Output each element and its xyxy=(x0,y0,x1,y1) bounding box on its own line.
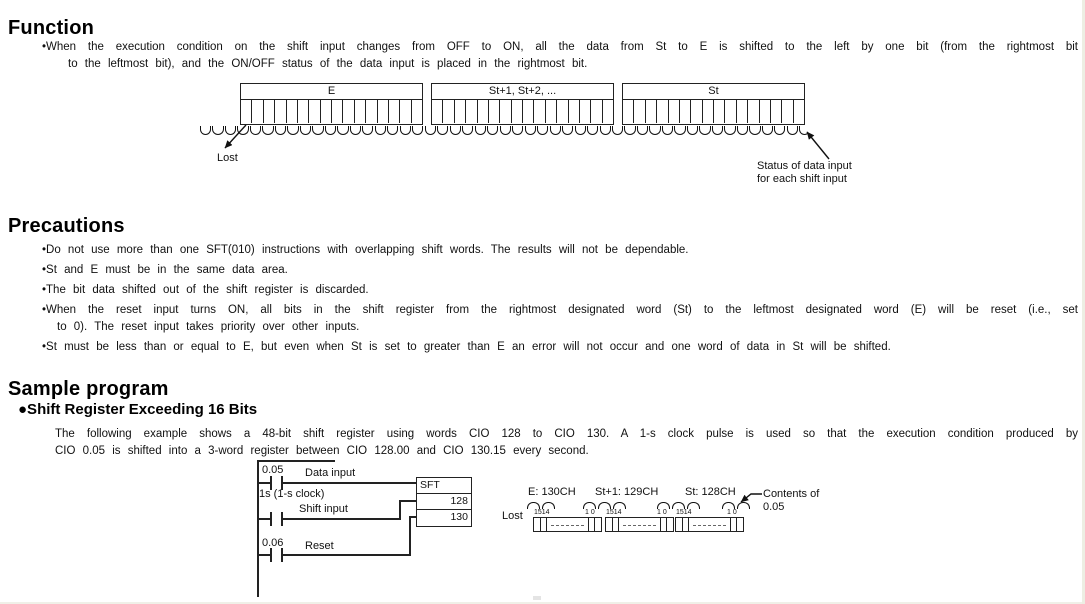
precaution-line: •St and E must be in the same data area. xyxy=(42,264,288,276)
contact-label: Shift input xyxy=(299,503,348,515)
shift-arc-icon xyxy=(542,502,555,509)
precautions-list xyxy=(42,242,1078,359)
word-label: E: 130CH xyxy=(528,486,576,498)
ladder-line xyxy=(283,518,401,520)
contact-bar xyxy=(270,512,272,526)
word-box-middle xyxy=(431,83,614,125)
contents-arrow-icon xyxy=(738,491,764,507)
status-label xyxy=(757,160,852,185)
word-box xyxy=(533,517,602,532)
bit-cell xyxy=(287,100,298,123)
shift-loop-icon xyxy=(262,126,273,135)
bit-cell xyxy=(523,100,534,123)
shift-loop-icon xyxy=(337,126,348,135)
lost-label: Lost xyxy=(502,510,523,522)
precaution-item xyxy=(42,242,1078,259)
shift-loop-icon xyxy=(350,126,361,135)
ladder-left-rail xyxy=(257,460,259,597)
bit-cell xyxy=(703,100,714,123)
shift-loop-icon xyxy=(712,126,723,135)
shift-loop-icon xyxy=(362,126,373,135)
sample-text-line: CIO 0.05 is shifted into a 3-word register between CIO 128.00 and CIO 130.15 every second. xyxy=(55,444,589,457)
shift-loop-icon xyxy=(300,126,311,135)
shift-arc-icon xyxy=(657,502,670,509)
shift-loop-icon xyxy=(662,126,673,135)
lost-arrow-icon xyxy=(215,123,251,153)
sample-subheading: ●Shift Register Exceeding 16 Bits xyxy=(18,401,258,418)
bit-number-high: 1514 xyxy=(606,509,622,516)
function-text-line: •When the execution condition on the shift input changes from OFF to ON, all the data from St to E is shifted to the left by one bit (from the rightmost bit xyxy=(42,41,1078,53)
shift-loop-icon xyxy=(500,126,511,135)
bit-cell xyxy=(580,100,591,123)
sft-mnemonic: SFT xyxy=(417,478,471,494)
bit-cell xyxy=(366,100,377,123)
bit-cell xyxy=(321,100,332,123)
ladder-line xyxy=(409,516,411,556)
shift-arc-icon xyxy=(583,502,596,509)
word-box-st xyxy=(622,83,805,125)
shift-loop-icon xyxy=(512,126,523,135)
shift-arc-icon xyxy=(598,502,611,509)
shift-loop-icon xyxy=(600,126,611,135)
shift-loop-icon xyxy=(674,126,685,135)
status-arrow-icon xyxy=(798,128,834,164)
shift-loop-icon xyxy=(537,126,548,135)
shift-arc-icon xyxy=(527,502,540,509)
word-box-st-label: St xyxy=(623,84,804,100)
function-text-line: to the leftmost bit), and the ON/OFF status of the data input is placed in the rightmost bit. xyxy=(68,57,588,70)
shift-loop-icon xyxy=(699,126,710,135)
shift-loop-icon xyxy=(437,126,448,135)
precaution-item xyxy=(42,282,1078,299)
status-label-line: for each shift input xyxy=(757,172,847,185)
bit-cell xyxy=(455,100,466,123)
bit-cell xyxy=(646,100,657,123)
bit-cell xyxy=(691,100,702,123)
bit-cell xyxy=(264,100,275,123)
sft-operand-e: 130 xyxy=(450,510,468,523)
bit-cell xyxy=(400,100,411,123)
contact-label: Data input xyxy=(305,467,356,479)
bit-cell xyxy=(725,100,736,123)
shift-arc-icon xyxy=(687,502,700,509)
bit-cell xyxy=(546,100,557,123)
bit-cell xyxy=(669,100,680,123)
shift-loop-icon xyxy=(637,126,648,135)
function-heading: Function xyxy=(8,17,95,39)
bit-cell xyxy=(603,100,613,123)
shift-loop-icon xyxy=(762,126,773,135)
sample-program-heading: Sample program xyxy=(8,378,169,400)
shift-loop-icon xyxy=(275,126,286,135)
shift-loop-icon xyxy=(687,126,698,135)
bit-cell xyxy=(794,100,804,123)
shift-loop-icon xyxy=(412,126,423,135)
shift-loop-icon xyxy=(375,126,386,135)
word-label: St: 128CH xyxy=(685,486,736,498)
page-number-fragment xyxy=(533,596,541,600)
bit-cell xyxy=(298,100,309,123)
shift-loop-icon xyxy=(487,126,498,135)
shift-loop-icon xyxy=(737,126,748,135)
bit-cell xyxy=(355,100,366,123)
bit-cells xyxy=(241,100,422,123)
bit-cell xyxy=(534,100,545,123)
precaution-item xyxy=(42,302,1078,335)
bit-cell xyxy=(557,100,568,123)
precaution-line: •The bit data shifted out of the shift register is discarded. xyxy=(42,284,369,296)
shift-loop-icon xyxy=(749,126,760,135)
word-label: St+1: 129CH xyxy=(595,486,659,498)
bit-cell xyxy=(332,100,343,123)
word-box-middle-label: St+1, St+2, ... xyxy=(432,84,613,100)
shift-loop-icon xyxy=(400,126,411,135)
bit-cell xyxy=(591,100,602,123)
contents-label-line: Contents of xyxy=(763,488,820,500)
word-box xyxy=(675,517,744,532)
sft-operand-st: 128 xyxy=(417,494,471,510)
shift-loop-icon xyxy=(575,126,586,135)
bit-number-low: 1 0 xyxy=(727,509,737,516)
bit-cell xyxy=(623,100,634,123)
bit-cell xyxy=(714,100,725,123)
shift-loop-icon xyxy=(475,126,486,135)
shift-loop-icon xyxy=(624,126,635,135)
shift-loop-icon xyxy=(200,126,211,135)
bit-cell xyxy=(389,100,400,123)
bit-cell xyxy=(634,100,645,123)
bit-cell xyxy=(771,100,782,123)
bit-cell xyxy=(241,100,252,123)
bit-cell xyxy=(748,100,759,123)
shift-loop-icon xyxy=(550,126,561,135)
bit-cell xyxy=(443,100,454,123)
shift-loop-icon xyxy=(450,126,461,135)
bit-number-low: 1 0 xyxy=(657,509,667,516)
contents-label-line: 0.05 xyxy=(763,500,785,513)
shift-loop-icon xyxy=(724,126,735,135)
bit-cell xyxy=(512,100,523,123)
sample-paragraph xyxy=(55,426,1078,459)
shift-loop-icon xyxy=(612,126,623,135)
precaution-line: •When the reset input turns ON, all bits in the shift register from the rightmost designated word (St) to the leftmost designated word (E) will be reset (i.e., set xyxy=(42,304,1078,316)
shift-loop-icon xyxy=(562,126,573,135)
bit-number-high: 1514 xyxy=(534,509,550,516)
contact-address: 0.06 xyxy=(262,537,284,549)
shift-arc-icon xyxy=(613,502,626,509)
ladder-line xyxy=(399,500,401,520)
precaution-item xyxy=(42,339,1078,356)
status-label-line: Status of data input xyxy=(757,160,852,172)
contact-label: Reset xyxy=(305,540,334,552)
contact-bar xyxy=(270,548,272,562)
shift-loop-icon xyxy=(587,126,598,135)
bit-cell xyxy=(680,100,691,123)
precaution-line: to 0). The reset input takes priority over other inputs. xyxy=(57,320,360,333)
shift-loop-icon xyxy=(649,126,660,135)
ladder-line xyxy=(283,554,411,556)
shift-loop-icon xyxy=(312,126,323,135)
bit-cell xyxy=(378,100,389,123)
shift-loop-icon xyxy=(787,126,798,135)
bit-cell xyxy=(760,100,771,123)
bit-cell xyxy=(343,100,354,123)
shift-arc-icon xyxy=(672,502,685,509)
shift-loop-icon xyxy=(387,126,398,135)
ladder-line xyxy=(283,482,416,484)
bit-cell xyxy=(432,100,443,123)
sample-text-line: The following example shows a 48-bit shift register using words CIO 128 to CIO 130. A 1-s clock pulse is used so that the execution condition produced by xyxy=(55,428,1078,440)
bit-cell xyxy=(569,100,580,123)
shift-loop-icon xyxy=(287,126,298,135)
function-paragraph xyxy=(42,39,1078,72)
shift-loop-icon xyxy=(774,126,785,135)
precaution-line: •Do not use more than one SFT(010) instructions with overlapping shift words. The results will not be dependable. xyxy=(42,244,689,256)
shift-loop-icon xyxy=(525,126,536,135)
sft-instruction-box xyxy=(416,477,472,527)
precaution-item xyxy=(42,262,1078,279)
bit-number-low: 1 0 xyxy=(585,509,595,516)
bit-cell xyxy=(275,100,286,123)
shift-loops xyxy=(200,126,808,135)
shift-loop-icon xyxy=(425,126,436,135)
precaution-line: •St must be less than or equal to E, but even when St is set to greater than E an error will not occur and one word of data in St will be shifted. xyxy=(42,340,891,353)
bit-cell xyxy=(309,100,320,123)
bit-cell xyxy=(412,100,422,123)
shift-arc-icon xyxy=(722,502,735,509)
shift-loop-icon xyxy=(325,126,336,135)
bit-cell xyxy=(252,100,263,123)
bit-cell xyxy=(466,100,477,123)
word-box-e xyxy=(240,83,423,125)
shift-loop-icon xyxy=(250,126,261,135)
precautions-heading: Precautions xyxy=(8,215,125,237)
bit-cells xyxy=(432,100,613,123)
contents-label xyxy=(763,488,819,513)
bit-cell xyxy=(478,100,489,123)
bit-number-high: 1514 xyxy=(676,509,692,516)
sample-register-diagram xyxy=(495,485,855,537)
bit-cell xyxy=(500,100,511,123)
contact-address: 0.05 xyxy=(262,464,284,476)
word-box xyxy=(605,517,674,532)
bit-cell xyxy=(737,100,748,123)
ladder-line xyxy=(399,500,417,502)
lost-label: Lost xyxy=(217,152,238,164)
word-box-e-label: E xyxy=(241,84,422,100)
bit-cell xyxy=(657,100,668,123)
bit-cell xyxy=(489,100,500,123)
clock-note: 1s (1-s clock) xyxy=(259,488,325,500)
ladder-top-bus xyxy=(257,460,335,462)
shift-loop-icon xyxy=(462,126,473,135)
bit-cell xyxy=(782,100,793,123)
bit-cells xyxy=(623,100,804,123)
